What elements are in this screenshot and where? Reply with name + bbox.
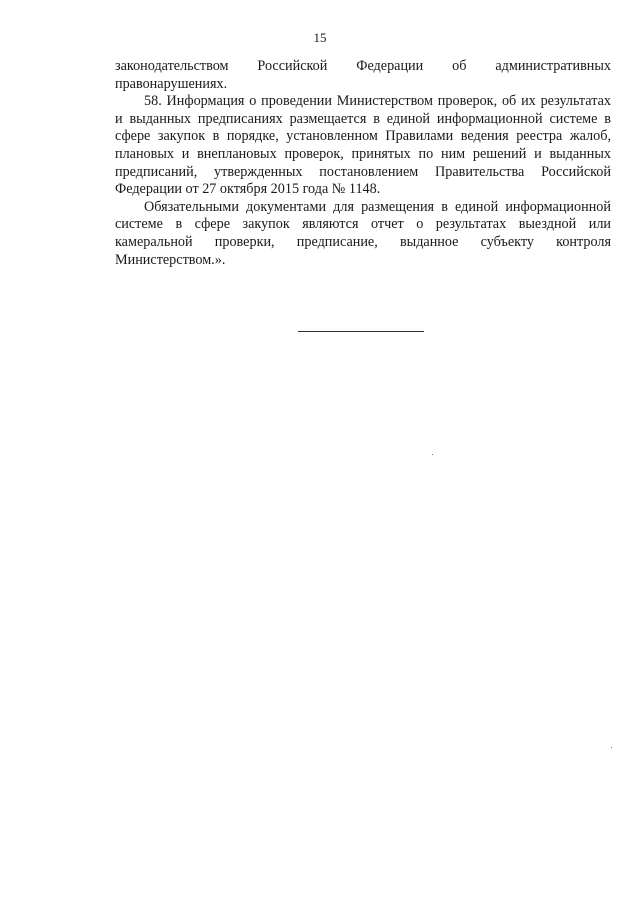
end-divider-line: [298, 331, 424, 332]
page-number: 15: [313, 30, 327, 45]
document-body: [115, 58, 611, 269]
scan-speck: [432, 454, 433, 455]
paragraph-item-58: 58. Информация о проведении Министерством проверок, об их результатах и выданных предписаниях размещается в единой информационной системе в сфере закупок в порядке, установленном Правилами ведения реестра жалоб, плановых и внеплановых проверок, принятых по ним решений и выданных предписаний, утвержденных постановлением Правительства Российской Федерации от 27 октября 2015 года № 1148.: [115, 93, 611, 198]
paragraph-continuation: законодательством Российской Федерации об административных правонарушениях.: [115, 58, 611, 92]
paragraph-mandatory-documents: Обязательными документами для размещения в единой информационной системе в сфере закупок являются отчет о результатах выездной или камеральной проверки, предписание, выданное субъекту контроля Министерством.».: [115, 198, 611, 268]
scan-speck: [611, 747, 612, 748]
